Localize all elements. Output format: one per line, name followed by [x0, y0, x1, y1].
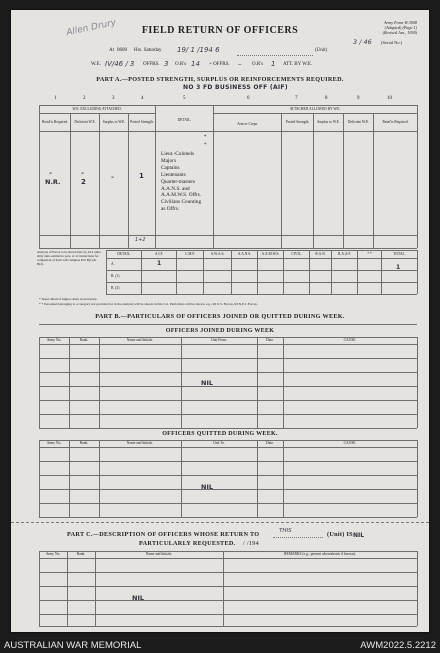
analysis-note: Analysis of Part A to be shown here by ALL units. Only units entitled to para. 2c of instructions for completion of form will complete Part B(1) & B(2).: [37, 250, 102, 266]
footer-institution: AUSTRALIAN WAR MEMORIAL: [4, 640, 142, 651]
analysis-header-other: * *: [367, 252, 372, 256]
attached-allowed-header: ATTACHED ALLOWED BY W.E.: [289, 107, 341, 111]
quitted-header-rank: Rank.: [79, 441, 89, 445]
part-c-nil: NIL: [132, 594, 145, 602]
analysis-row-a: A.: [111, 262, 115, 266]
joined-header-cause: CAUSE.: [343, 338, 357, 342]
col4-total: 1+2: [135, 237, 146, 243]
quitted-header-unit: Unit To.: [213, 441, 225, 445]
col10-header: Reinf'ts Required.: [382, 120, 409, 124]
att-label: ATT. BY W.E.: [283, 62, 313, 67]
quitted-header-date: Date.: [266, 441, 274, 445]
at-label: At: [109, 48, 114, 53]
quitted-header-army-no: Army No.: [46, 441, 62, 445]
footnote-2: * * Personnel belonging to a category not provided for in the analysis will be shown in this Col. Particulars will be shown, e.g., RI U.S. Forces, RI N.E.I. Forces.: [39, 302, 258, 306]
page-title: FIELD RETURN OF OFFICERS: [141, 25, 299, 36]
form-reference: Army Form W.3008 (Adapted) (Page 1) (Revised Jan., 1938): [382, 20, 417, 35]
analysis-aif-value: 1: [157, 260, 162, 267]
footnote-1: * Insert detail of higher ranks as necessary.: [39, 297, 98, 301]
col3-entry: –: [111, 174, 114, 181]
part-c-unit-label: (Unit) IS: [327, 531, 353, 538]
we-excluding-header: W.E. EXCLUDING ATTACHED.: [72, 107, 122, 111]
part-b-title: PART B.—PARTICULARS OF OFFICERS JOINED OR QUITTED DURING WEEK.: [95, 313, 345, 320]
unit-name: NO 3 FD BUSINESS OFF (AIF): [183, 84, 288, 91]
joined-header-name: Name and Initials.: [126, 338, 154, 342]
ors2-label: O.R's: [252, 62, 264, 67]
joined-nil: NIL: [201, 379, 214, 387]
quitted-header-cause: CAUSE.: [343, 441, 357, 445]
time-value: 0600: [117, 48, 127, 53]
col9-header: Deficient W.E.: [347, 120, 370, 124]
part-a-title: PART A.—POSTED STRENGTH, SURPLUS OR REINFORCEMENTS REQUIRED.: [96, 76, 344, 83]
quitted-nil: NIL: [201, 483, 214, 491]
col1-header: Reinf'ts Required.: [42, 120, 68, 124]
part-c-is-value: NIL: [353, 532, 365, 539]
part-c-title: PART C.—DESCRIPTION OF OFFICERS WHOSE RETURN TO: [67, 531, 260, 538]
part-c-date-blank: / /194: [243, 540, 260, 547]
analysis-header-raaf: R.A.A.F.: [338, 252, 351, 256]
col7-header: Posted Strength.: [285, 120, 310, 124]
analysis-header-ran: R.A.N.: [315, 252, 326, 256]
joined-header-army-no: Army No.: [46, 338, 62, 342]
offrs2-value: –: [238, 60, 242, 68]
analysis-header-civil: CIVIL.: [291, 252, 302, 256]
serial-label: (Serial No.): [381, 40, 403, 45]
part-c-header-remarks: REMARKS (e.g., present whereabouts if known).: [284, 552, 356, 556]
col5-header: DETAIL.: [177, 118, 192, 122]
analysis-row-b2: B. (2): [111, 286, 120, 290]
joined-header-unit: Unit From.: [211, 338, 227, 342]
ors2-value: 1: [271, 60, 276, 68]
offrs2-label: + OFFRS.: [209, 62, 230, 67]
col8-header: Surplus to W.E.: [317, 120, 340, 124]
col2-header: Deficient W.E.: [74, 120, 96, 124]
col2-dash: –: [81, 170, 84, 177]
col6-header: Arm or Corps.: [237, 122, 258, 126]
quitted-header-name: Name and Initials.: [126, 441, 154, 445]
joined-header-rank: Rank.: [79, 338, 89, 342]
serial-value: 3 / 46: [353, 38, 372, 46]
we-value: IV/46 / 3: [105, 60, 135, 68]
offrs-value: 3: [164, 60, 169, 68]
footer-accession-id: AWM2022.5.2212: [360, 640, 436, 651]
hrs-label: Hrs. Saturday: [134, 48, 162, 53]
ranks-asterisks: * *: [204, 135, 207, 148]
part-c-this: THIS: [279, 528, 292, 534]
analysis-header-total: TOTAL.: [393, 252, 406, 256]
ranks-list: Lieut.-Colonels Majors Captains Lieutenants Quarter-masters A.A.N.S. and A.A.M.W.S. Offrs. Civilians Counting as Offrs.: [161, 151, 202, 213]
unit-label: (Unit): [315, 48, 328, 53]
analysis-total-value: 1: [396, 264, 401, 271]
column-numbers: 1 2 3 4 5 6 7 8 9 10: [54, 96, 392, 101]
col1-entry: N.R.: [45, 178, 61, 186]
analysis-row-b1: B. (1): [111, 274, 120, 278]
analysis-header-aif: A.I.F.: [154, 252, 164, 256]
analysis-header-aamws: A.A.M.W.S.: [261, 252, 280, 256]
col3-header: Surplus to W.E.: [102, 120, 126, 124]
analysis-header-detail: DETAIL.: [117, 252, 131, 256]
quitted-title: OFFICERS QUITTED DURING WEEK.: [162, 431, 278, 437]
part-c-header-name: Name and Initials.: [145, 552, 173, 556]
analysis-header-awas: A.W.A.S.: [210, 252, 225, 256]
footer: [0, 640, 440, 653]
col4-entry: 1: [139, 172, 144, 180]
date-value: 19/ 1 /194 6: [177, 46, 220, 54]
part-c-header-army-no: Army No.: [45, 552, 61, 556]
col4-header: Posted Strength.: [130, 120, 154, 124]
offrs-label: OFFRS.: [143, 62, 160, 67]
col1-dash: –: [49, 170, 52, 177]
signature: Allen Drury: [65, 17, 118, 39]
analysis-header-aans: A.A.N.S.: [237, 252, 252, 256]
analysis-header-cmf: C.M.F.: [185, 252, 195, 256]
part-c-requested: PARTICULARLY REQUESTED.: [139, 540, 236, 547]
ors-value: 14: [191, 60, 200, 68]
field-return-form: [11, 10, 429, 632]
joined-header-date: Date.: [266, 338, 274, 342]
joined-title: OFFICERS JOINED DURING WEEK: [165, 328, 275, 334]
col2-entry: 2: [81, 178, 86, 186]
part-c-header-rank: Rank.: [76, 552, 86, 556]
we-label: W.E.: [91, 62, 101, 67]
ors-label: O.R's: [175, 62, 187, 67]
